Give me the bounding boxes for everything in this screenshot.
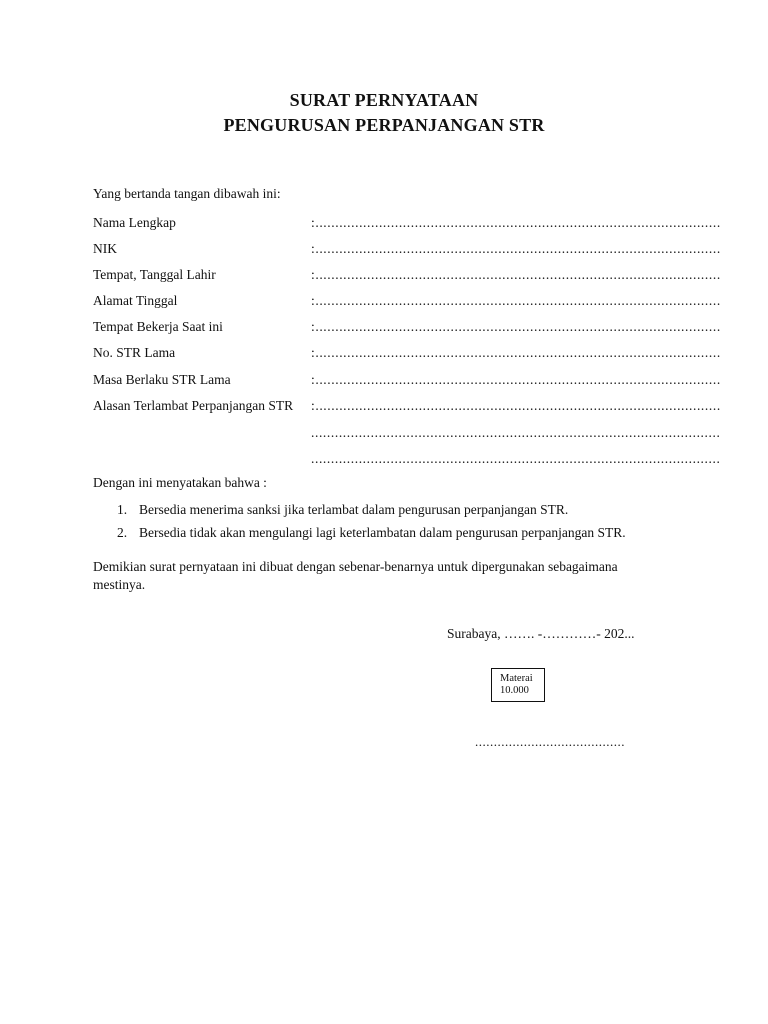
- field-label: Tempat, Tanggal Lahir: [93, 267, 216, 282]
- field-fill-line: :......................................................................................................: [311, 241, 721, 256]
- field-fill-line: :......................................................................................................: [311, 293, 721, 308]
- field-fill-line: :......................................................................................................: [311, 398, 721, 413]
- field-row-masa-berlaku: [93, 372, 721, 392]
- field-label: Masa Berlaku STR Lama: [93, 372, 231, 387]
- field-fill-line: :......................................................................................................: [311, 267, 721, 282]
- statement-number: 2.: [117, 525, 128, 540]
- statement-item: [117, 502, 568, 518]
- field-fill-line: :......................................................................................................: [311, 372, 721, 387]
- field-label: Tempat Bekerja Saat ini: [93, 319, 223, 334]
- closing-paragraph: Demikian surat pernyataan ini dibuat dengan sebenar-benarnya untuk dipergunakan sebagaimana mestinya.: [93, 559, 618, 592]
- field-row-tempat-tanggal-lahir: [93, 267, 721, 287]
- field-fill-line: :......................................................................................................: [311, 215, 721, 230]
- stamp-box: [491, 668, 545, 702]
- field-fill-line: :......................................................................................................: [311, 319, 721, 334]
- statement-number: 1.: [117, 502, 128, 517]
- field-row-tempat-bekerja: [93, 319, 721, 339]
- statement-text: Bersedia tidak akan mengulangi lagi keterlambatan dalam pengurusan perpanjangan STR.: [139, 525, 626, 540]
- field-row-alasan-continuation-1: [93, 425, 721, 445]
- field-row-alasan-continuation-2: [93, 451, 721, 471]
- field-row-alasan-terlambat: [93, 398, 721, 418]
- field-label: Nama Lengkap: [93, 215, 176, 230]
- field-label: No. STR Lama: [93, 345, 176, 360]
- field-label: NIK: [93, 241, 117, 256]
- intro-text: Yang bertanda tangan dibawah ini:: [93, 186, 281, 201]
- stamp-label: Materai: [500, 673, 533, 684]
- title-line-2: PENGURUSAN PERPANJANGAN STR: [223, 115, 545, 135]
- document-title: [0, 88, 768, 138]
- field-label: Alasan Terlambat Perpanjangan STR: [93, 398, 294, 413]
- signature-line: ........................................: [475, 734, 625, 749]
- statement-text: Bersedia menerima sanksi jika terlambat dalam pengurusan perpanjangan STR.: [139, 502, 569, 517]
- field-row-nama-lengkap: [93, 215, 721, 235]
- stamp-value: 10.000: [500, 685, 529, 696]
- statement-item: [117, 525, 626, 541]
- title-line-1: SURAT PERNYATAAN: [289, 90, 479, 110]
- statement-intro: Dengan ini menyatakan bahwa :: [93, 475, 267, 490]
- field-row-nik: [93, 241, 721, 261]
- field-fill-line: .......................................................................................................: [311, 425, 721, 440]
- field-row-no-str-lama: [93, 345, 721, 365]
- place-date: Surabaya, ……. -…………- 202...: [447, 626, 635, 641]
- field-fill-line: :......................................................................................................: [311, 345, 721, 360]
- field-fill-line: .......................................................................................................: [311, 451, 721, 466]
- field-label: Alamat Tinggal: [93, 293, 178, 308]
- field-row-alamat-tinggal: [93, 293, 721, 313]
